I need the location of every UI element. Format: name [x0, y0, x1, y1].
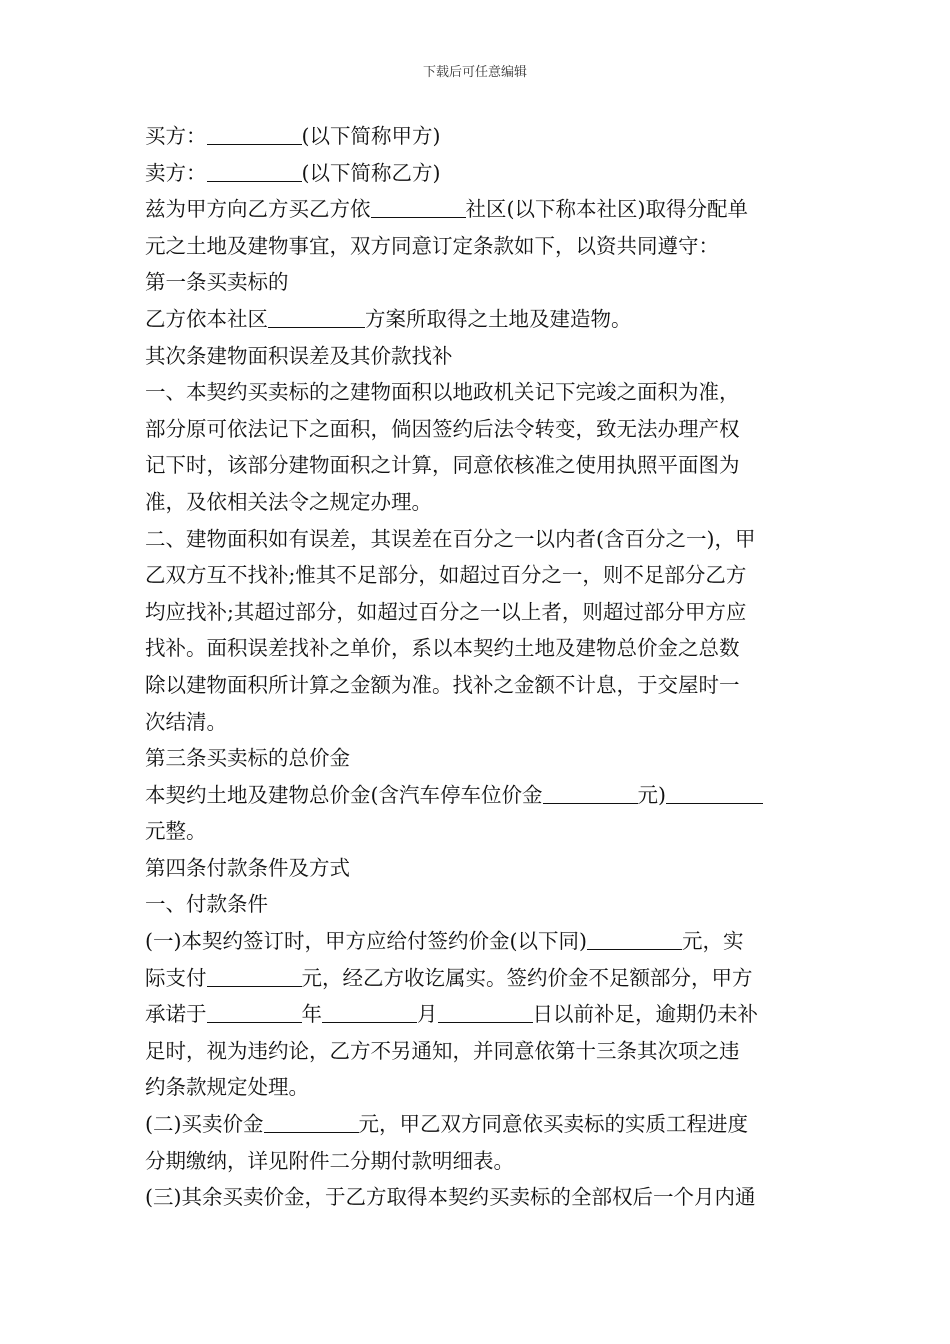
text-line: (一)本契约签订时，甲方应给付签约价金(以下同) 元，实 [145, 929, 744, 954]
blank-field[interactable] [207, 966, 302, 987]
text-line: 二、建物面积如有误差，其误差在百分之一以内者(含百分之一)，甲 [145, 526, 756, 551]
text-line: 准，及依相关法令之规定办理。 [145, 489, 432, 514]
text-line: 元之土地及建物事宜，双方同意订定条款如下，以资共同遵守： [145, 233, 719, 258]
article-heading: 第三条买卖标的总价金 [145, 746, 350, 771]
text-line: 分期缴纳，详见附件二分期付款明细表。 [145, 1148, 514, 1173]
blank-field[interactable] [543, 783, 638, 804]
text-line: 一、本契约买卖标的之建物面积以地政机关记下完竣之面积为准， [145, 380, 740, 405]
text-line: 际支付 元，经乙方收讫属实。签约价金不足额部分，甲方 [145, 965, 753, 990]
text-line: 找补。面积误差找补之单价，系以本契约土地及建物总价金之总数 [145, 636, 740, 661]
text-line: 除以建物面积所计算之金额为准。找补之金额不计息，于交屋时一 [145, 672, 740, 697]
text-line: (三)其余买卖价金，于乙方取得本契约买卖标的全部权后一个月内通 [145, 1185, 756, 1210]
text-line: 约条款规定处理。 [145, 1075, 309, 1100]
blank-field[interactable] [666, 783, 763, 804]
text-line: 均应找补;其超过部分，如超过百分之一以上者，则超过部分甲方应 [145, 599, 747, 624]
blank-field[interactable] [207, 1002, 302, 1023]
article-heading: 第一条买卖标的 [145, 270, 289, 295]
blank-field[interactable] [268, 307, 365, 328]
text-line: (二)买卖价金 元，甲乙双方同意依买卖标的实质工程进度 [145, 1112, 748, 1137]
text-line: 卖方： (以下简称乙方) [145, 160, 441, 185]
text-line: 买方： (以下简称甲方) [145, 124, 441, 148]
section-heading: 一、付款条件 [145, 892, 268, 917]
blank-field[interactable] [264, 1112, 359, 1133]
text-line: 本契约土地及建物总价金(含汽车停车位价金 元) [145, 777, 810, 814]
blank-field[interactable] [207, 124, 302, 145]
blank-field[interactable] [322, 1002, 417, 1023]
article-heading: 其次条建物面积误差及其价款找补 [145, 343, 453, 368]
text-line: 兹为甲方向乙方买乙方依 社区(以下称本社区)取得分配单 [145, 197, 748, 222]
text-line: 记下时，该部分建物面积之计算，同意依核准之使用执照平面图为 [145, 453, 740, 478]
contract-body [145, 118, 810, 1216]
page-header-note: 下载后可任意编辑 [422, 65, 527, 80]
text-line: 乙双方互不找补;惟其不足部分，如超过百分之一，则不足部分乙方 [145, 563, 747, 588]
blank-field[interactable] [371, 197, 466, 218]
text-line: 部分原可依法记下之面积，倘因签约后法令转变，致无法办理产权 [145, 416, 740, 441]
article-heading: 第四条付款条件及方式 [145, 855, 350, 880]
blank-field[interactable] [587, 929, 682, 950]
blank-field[interactable] [438, 1002, 533, 1023]
text-line: 足时，视为违约论，乙方不另通知，并同意依第十三条其次项之违 [145, 1038, 740, 1063]
text-line: 次结清。 [145, 709, 227, 734]
blank-field[interactable] [207, 161, 302, 182]
text-line: 元整。 [145, 819, 207, 844]
text-line: 承诺于 年 月 日以前补足，逾期仍未补 [145, 1002, 758, 1027]
text-line: 乙方依本社区 方案所取得之土地及建造物。 [145, 306, 632, 331]
